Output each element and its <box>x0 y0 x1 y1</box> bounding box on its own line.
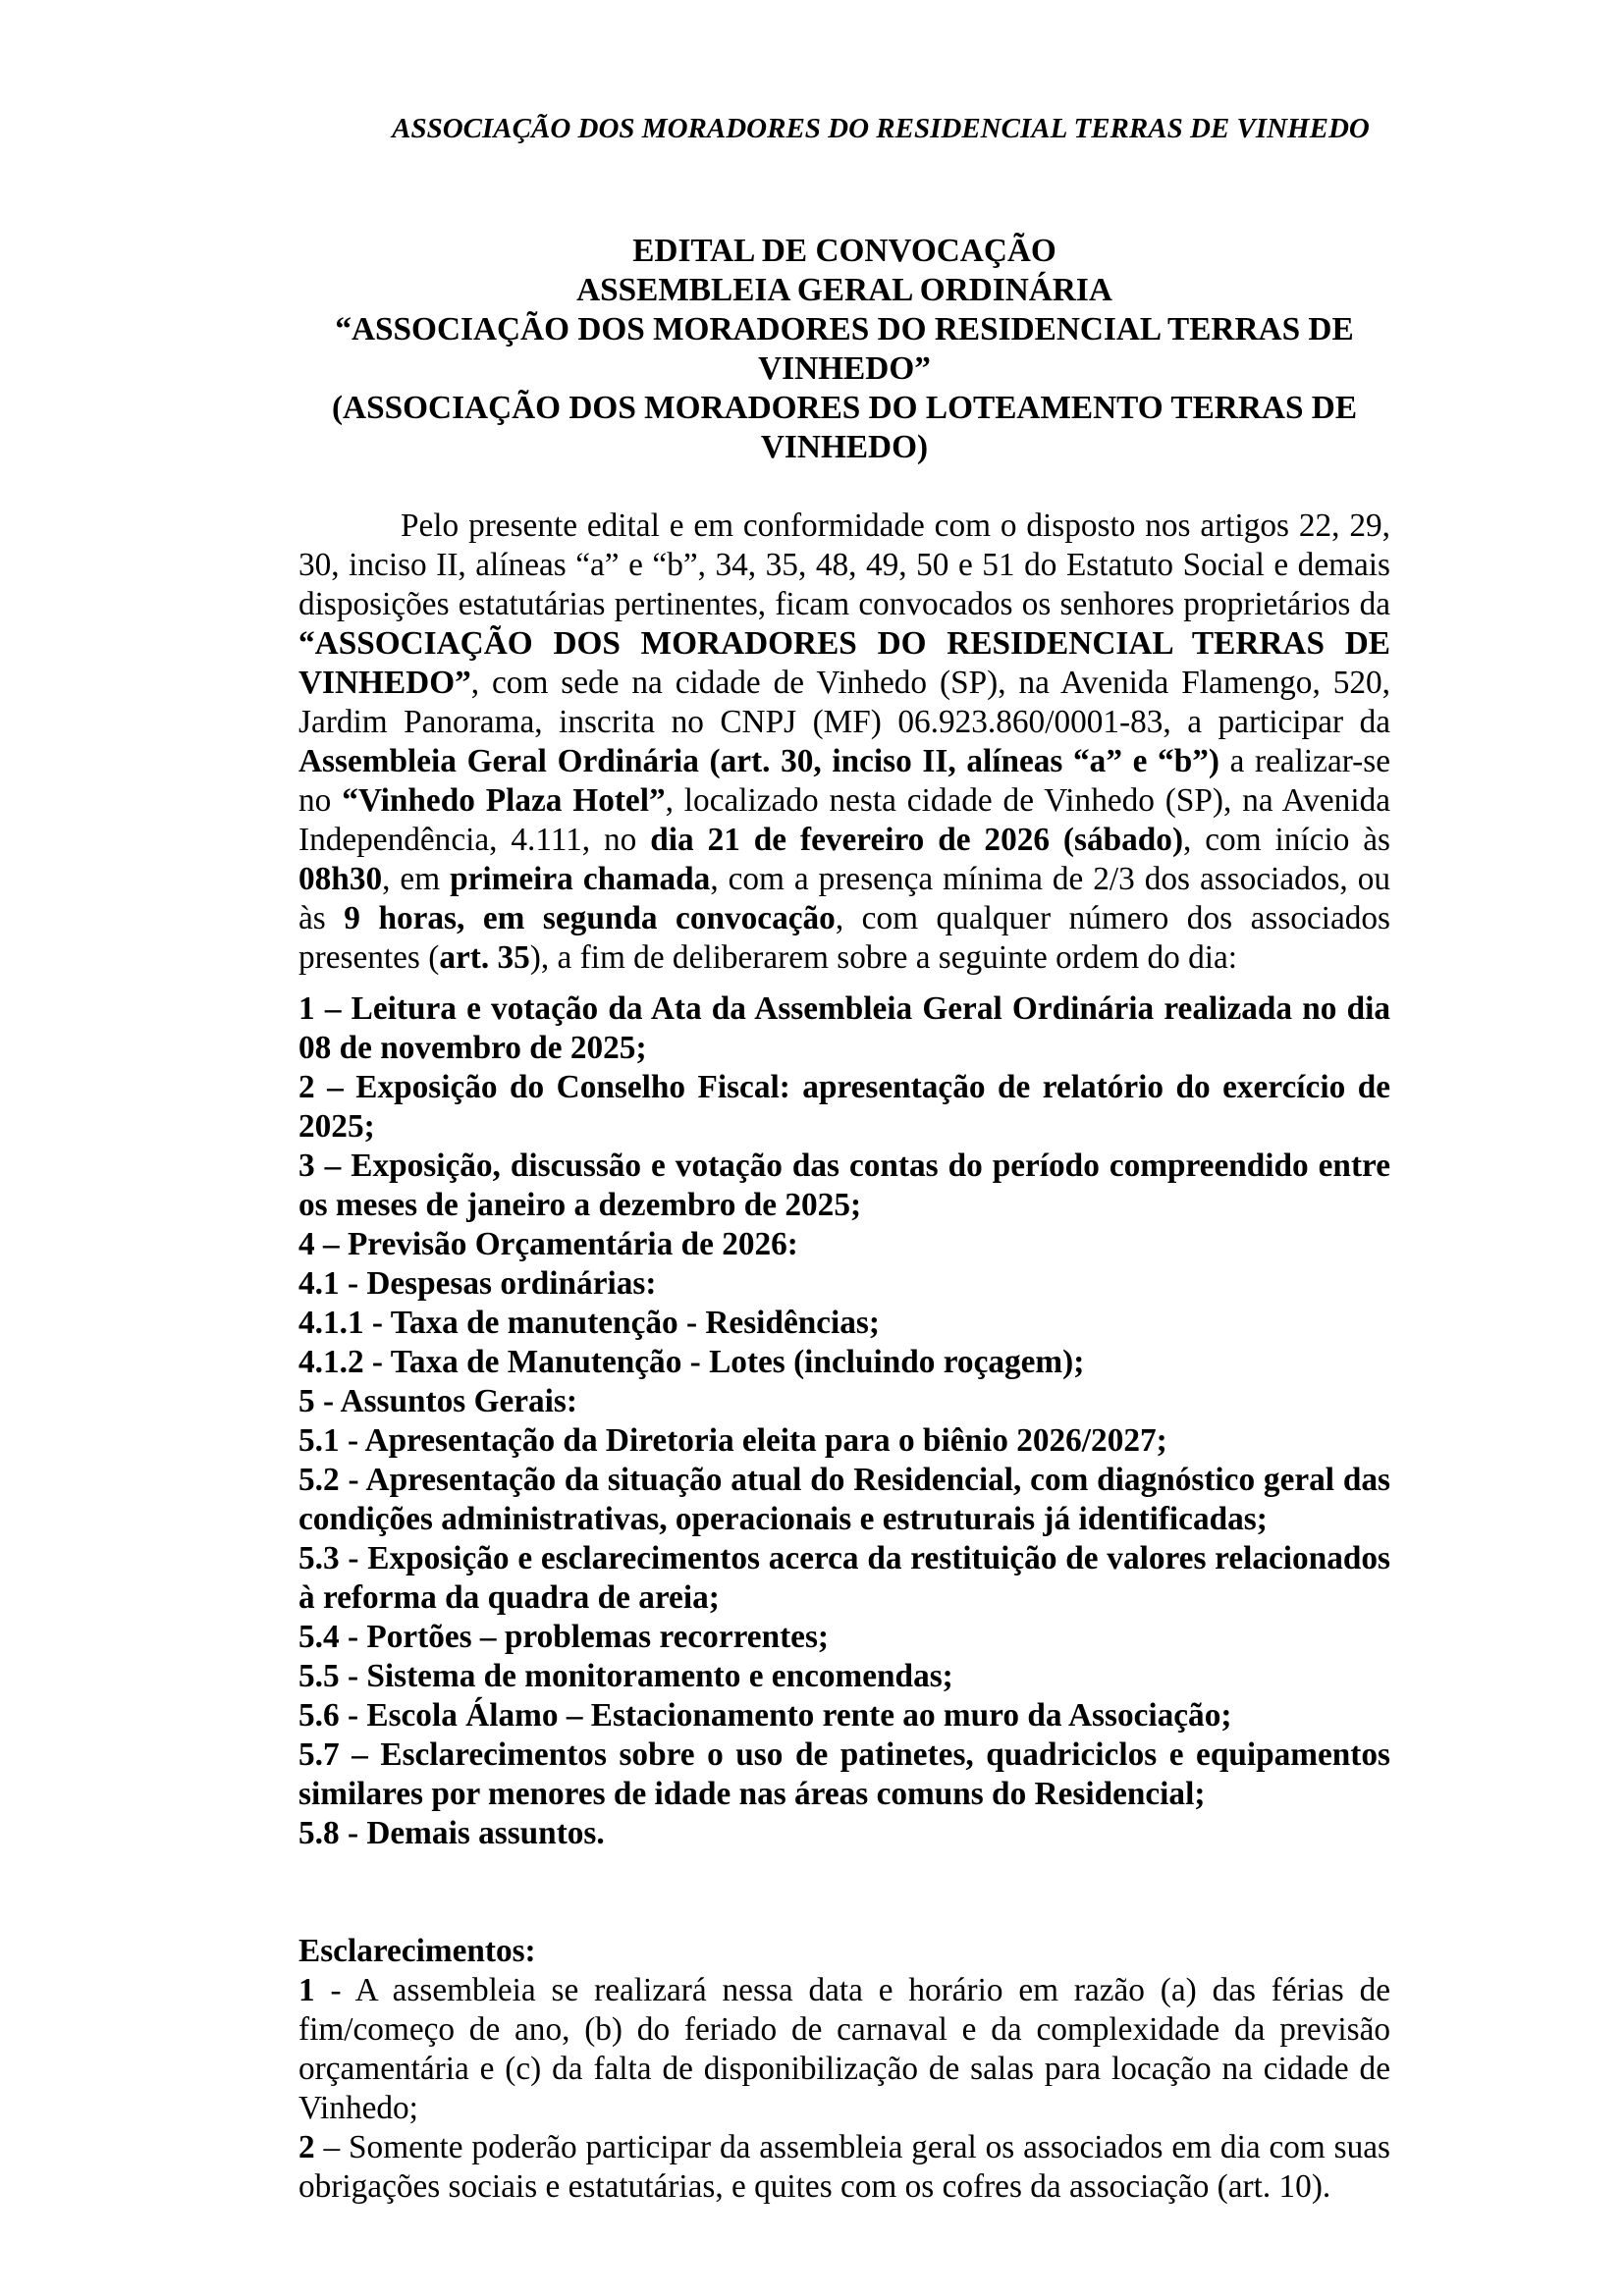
clarifications-list <box>298 1971 1390 2207</box>
agenda-item: 1 – Leitura e votação da Ata da Assembleia Geral Ordinária realizada no dia 08 de novembro de 2025; <box>298 990 1390 1066</box>
clarifications-section <box>298 1932 1390 2207</box>
agenda-item: 5 - Assuntos Gerais: <box>298 1383 577 1419</box>
agenda-item: 4.1.2 - Taxa de Manutenção - Lotes (incluindo roçagem); <box>298 1344 1085 1380</box>
agenda-item: 5.3 - Exposição e esclarecimentos acerca da restituição de valores relacionados à reforma da quadra de areia; <box>298 1540 1390 1616</box>
bold-text-segment: art. 35 <box>439 939 530 976</box>
text-segment: , com qualquer número dos associados presentes ( <box>298 900 1391 976</box>
agenda-item: 5.2 - Apresentação da situação atual do Residencial, com diagnóstico geral das condições administrativas, operacionais e estruturais já identificadas; <box>298 1462 1390 1537</box>
agenda-item: 5.7 – Esclarecimentos sobre o uso de patinetes, quadriciclos e equipamentos similares por menores de idade nas áreas comuns do Residencial; <box>298 1736 1390 1812</box>
agenda-item: 4.1 - Despesas ordinárias: <box>298 1265 657 1302</box>
intro-paragraph <box>298 507 1390 978</box>
clarification-paragraph <box>298 2128 1390 2207</box>
text-segment: , com sede na cidade de Vinhedo (SP), na Avenida Flamengo, 520, Jardim Panorama, inscrita no CNPJ (MF) 06.923.860/0001-83, a participar da <box>298 665 1390 740</box>
agenda-item: 5.4 - Portões – problemas recorrentes; <box>298 1619 830 1655</box>
clarification-paragraph <box>298 1971 1390 2128</box>
bold-text-segment: 9 horas, em segunda convocação <box>344 900 836 936</box>
title-line: (ASSOCIAÇÃO DOS MORADORES DO LOTEAMENTO TERRAS DE VINHEDO) <box>331 390 1358 465</box>
bold-text-segment: “ASSOCIAÇÃO DOS MORADORES DO RESIDENCIAL TERRAS DE VINHEDO” <box>298 625 1390 701</box>
agenda-item: 5.8 - Demais assuntos. <box>298 1815 605 1851</box>
title-line: “ASSOCIAÇÃO DOS MORADORES DO RESIDENCIAL TERRAS DE VINHEDO” <box>335 311 1354 387</box>
agenda-item: 5.6 - Escola Álamo – Estacionamento rente ao muro da Associação; <box>298 1697 1232 1734</box>
bold-text-segment: dia 21 de fevereiro de 2026 (sábado) <box>650 822 1184 858</box>
bold-text-segment: 2 <box>298 2129 315 2165</box>
agenda-list <box>298 989 1390 1853</box>
agenda-item: 3 – Exposição, discussão e votação das contas do período compreendido entre os meses de janeiro a dezembro de 2025; <box>298 1148 1390 1223</box>
agenda-item: 2 – Exposição do Conselho Fiscal: apresentação de relatório do exercício de 2025; <box>298 1069 1390 1145</box>
bold-text-segment: primeira chamada <box>450 861 711 897</box>
text-segment: a realizar-se no <box>298 743 1390 819</box>
text-segment: , com a presença mínima de 2/3 dos associados, ou às <box>298 861 1390 936</box>
text-segment: - A assembleia se realizará nessa data e horário em razão (a) das férias de fim/começo de ano, (b) do feriado de carnaval e da complexidade da previsão orçamentária e (c) da falta de disponibilização de salas para locação na cidade de Vinhedo; <box>298 1972 1390 2126</box>
title-line: EDITAL DE CONVOCAÇÃO <box>632 233 1056 269</box>
bold-text-segment: “Vinhedo Plaza Hotel” <box>342 782 666 819</box>
bold-text-segment: Assembleia Geral Ordinária (art. 30, inciso II, alíneas “a” e “b”) <box>298 743 1219 779</box>
title-line: ASSEMBLEIA GERAL ORDINÁRIA <box>576 272 1112 308</box>
document-title-block <box>298 232 1390 467</box>
text-segment: , em <box>382 861 451 897</box>
text-segment: , com início às <box>1183 822 1390 858</box>
clarifications-heading: Esclarecimentos: <box>298 1933 536 1969</box>
text-segment: ), a fim de deliberarem sobre a seguinte ordem do dia: <box>529 939 1238 976</box>
agenda-item: 4.1.1 - Taxa de manutenção - Residências; <box>298 1305 880 1341</box>
agenda-item: 5.1 - Apresentação da Diretoria eleita para o biênio 2026/2027; <box>298 1422 1167 1459</box>
bold-text-segment: 08h30 <box>298 861 383 897</box>
letterhead-title: ASSOCIAÇÃO DOS MORADORES DO RESIDENCIAL TERRAS DE VINHEDO <box>392 113 1370 144</box>
bold-text-segment: 1 <box>298 1972 315 2008</box>
agenda-item: 4 – Previsão Orçamentária de 2026: <box>298 1226 798 1262</box>
agenda-item: 5.5 - Sistema de monitoramento e encomendas; <box>298 1658 953 1694</box>
text-segment: – Somente poderão participar da assembleia geral os associados em dia com suas obrigações sociais e estatutárias, e quites com os cofres da associação (art. 10). <box>298 2129 1390 2205</box>
text-segment: Pelo presente edital e em conformidade com o disposto nos artigos 22, 29, 30, inciso II, alíneas “a” e “b”, 34, 35, 48, 49, 50 e 51 do Estatuto Social e demais disposições estatutárias pertinentes, ficam convocados os senhores proprietários da <box>298 507 1390 622</box>
text-segment: , localizado nesta cidade de Vinhedo (SP), na Avenida Independência, 4.111, no <box>298 782 1390 858</box>
